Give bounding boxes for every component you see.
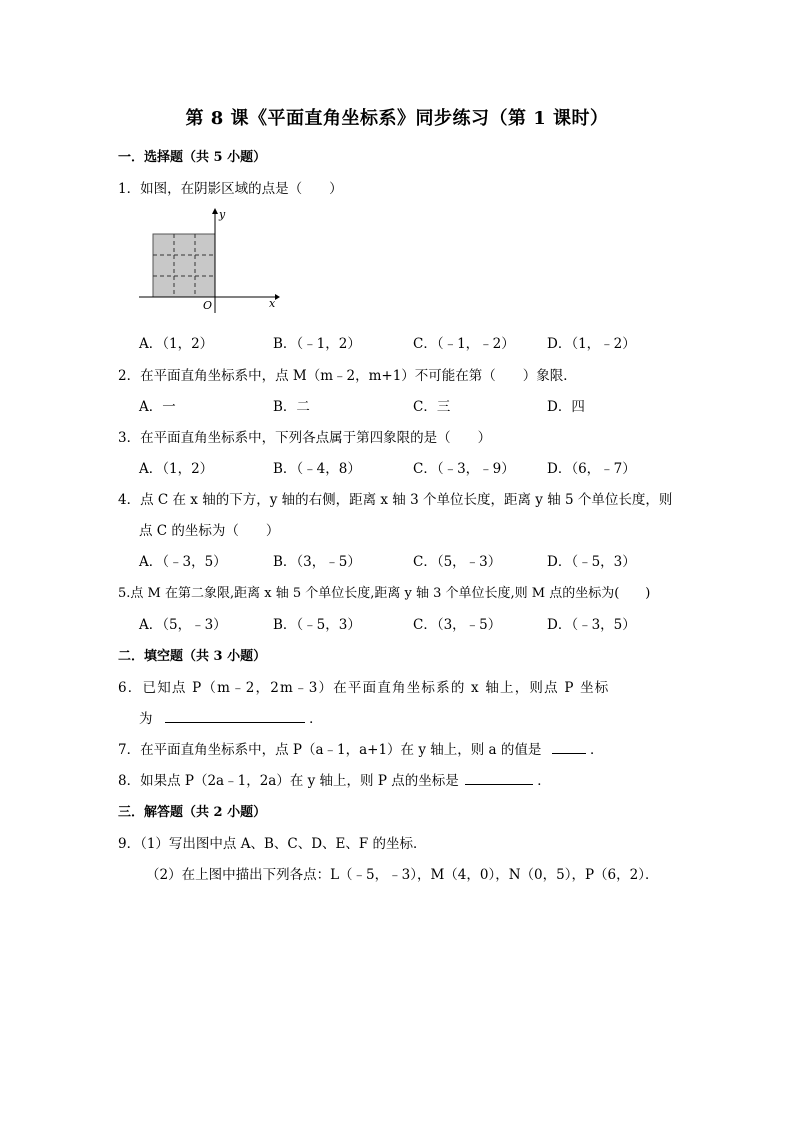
q4-option-b: B．（3，﹣5） [273, 554, 361, 570]
q3-option-d: D．（6，﹣7） [547, 461, 636, 477]
q3-option-b: B．（﹣4，8） [273, 461, 361, 477]
section-solve: 三．解答题（共 2 小题） [118, 805, 267, 820]
section-fill-in: 二．填空题（共 3 小题） [118, 649, 267, 664]
q7-prefix: 7．在平面直角坐标系中，点 P（a﹣1，a+1）在 y 轴上，则 a 的值是 [118, 742, 542, 758]
q5-option-d: D．（﹣3，5） [547, 617, 636, 633]
q5-option-a: A．（5，﹣3） [139, 617, 227, 633]
question-2: 2．在平面直角坐标系中，点 M（m﹣2，m+1）不可能在第（ ）象限． [118, 368, 577, 384]
question-7 [118, 738, 603, 758]
question-9-part-2: （2）在上图中描出下列各点：L（﹣5，﹣3），M（4，0），N（0，5），P（6，2）． [146, 867, 659, 883]
question-4-line-1: 4．点 C 在 x 轴的下方，y 轴的右侧，距离 x 轴 3 个单位长度，距离 y 轴 5 个单位长度，则 [118, 492, 673, 508]
q1-option-a: A．（1，2） [139, 336, 214, 352]
q8-answer-blank[interactable] [465, 770, 533, 785]
question-6-line-2 [139, 707, 323, 727]
q1-option-b: B．（﹣1，2） [273, 336, 361, 352]
q6-prefix: 为 [139, 711, 153, 727]
q4-option-c: C．（5，﹣3） [413, 554, 502, 570]
y-axis-arrow-icon [212, 208, 218, 214]
origin-label: O [203, 299, 213, 312]
q3-option-c: C．（﹣3，﹣9） [413, 461, 515, 477]
q3-option-a: A．（1，2） [139, 461, 214, 477]
q5-option-b: B．（﹣5，3） [273, 617, 361, 633]
q1-option-c: C．（﹣1，﹣2） [413, 336, 515, 352]
question-8 [118, 769, 551, 789]
question-9-part-1: 9．（1）写出图中点 A、B、C、D、E、F 的坐标． [118, 836, 427, 852]
q2-option-b: B．二 [273, 399, 310, 415]
question-3: 3．在平面直角坐标系中，下列各点属于第四象限的是（ ） [118, 430, 492, 446]
q8-prefix: 8．如果点 P（2a﹣1，2a）在 y 轴上，则 P 点的坐标是 [118, 773, 459, 789]
question-5: 5.点 M 在第二象限,距离 x 轴 5 个单位长度,距离 y 轴 3 个单位长度,则 M 点的坐标为( ) [118, 586, 651, 601]
q5-option-c: C．（3，﹣5） [413, 617, 502, 633]
q6-suffix: ． [309, 711, 323, 727]
x-axis-arrow-icon [275, 294, 280, 300]
question-1: 1．如图，在阴影区域的点是（ ） [118, 181, 343, 197]
question-4-line-2: 点 C 的坐标为（ ） [139, 523, 280, 539]
section-multiple-choice: 一．选择题（共 5 小题） [118, 150, 267, 165]
q2-option-a: A．一 [139, 399, 176, 415]
shaded-region [153, 234, 215, 297]
q1-option-d: D．（1，﹣2） [547, 336, 636, 352]
y-axis-label: y [219, 208, 226, 221]
q7-answer-blank[interactable] [552, 739, 586, 754]
q7-suffix: ． [589, 742, 604, 758]
question-6-line-1: 6．已知点 P（m﹣2，2m﹣3）在平面直角坐标系的 x 轴上，则点 P 坐标 [118, 680, 610, 696]
q6-answer-blank[interactable] [165, 708, 305, 723]
page-title: 第 8 课《平面直角坐标系》同步练习（第 1 课时） [185, 108, 609, 129]
q4-option-a: A．（﹣3，5） [139, 554, 227, 570]
x-axis-label: x [269, 297, 276, 310]
q8-suffix: ． [537, 773, 551, 789]
q2-option-d: D．四 [547, 399, 585, 415]
coordinate-figure [135, 208, 280, 318]
q2-option-c: C．三 [413, 399, 451, 415]
q4-option-d: D．（﹣5，3） [547, 554, 636, 570]
